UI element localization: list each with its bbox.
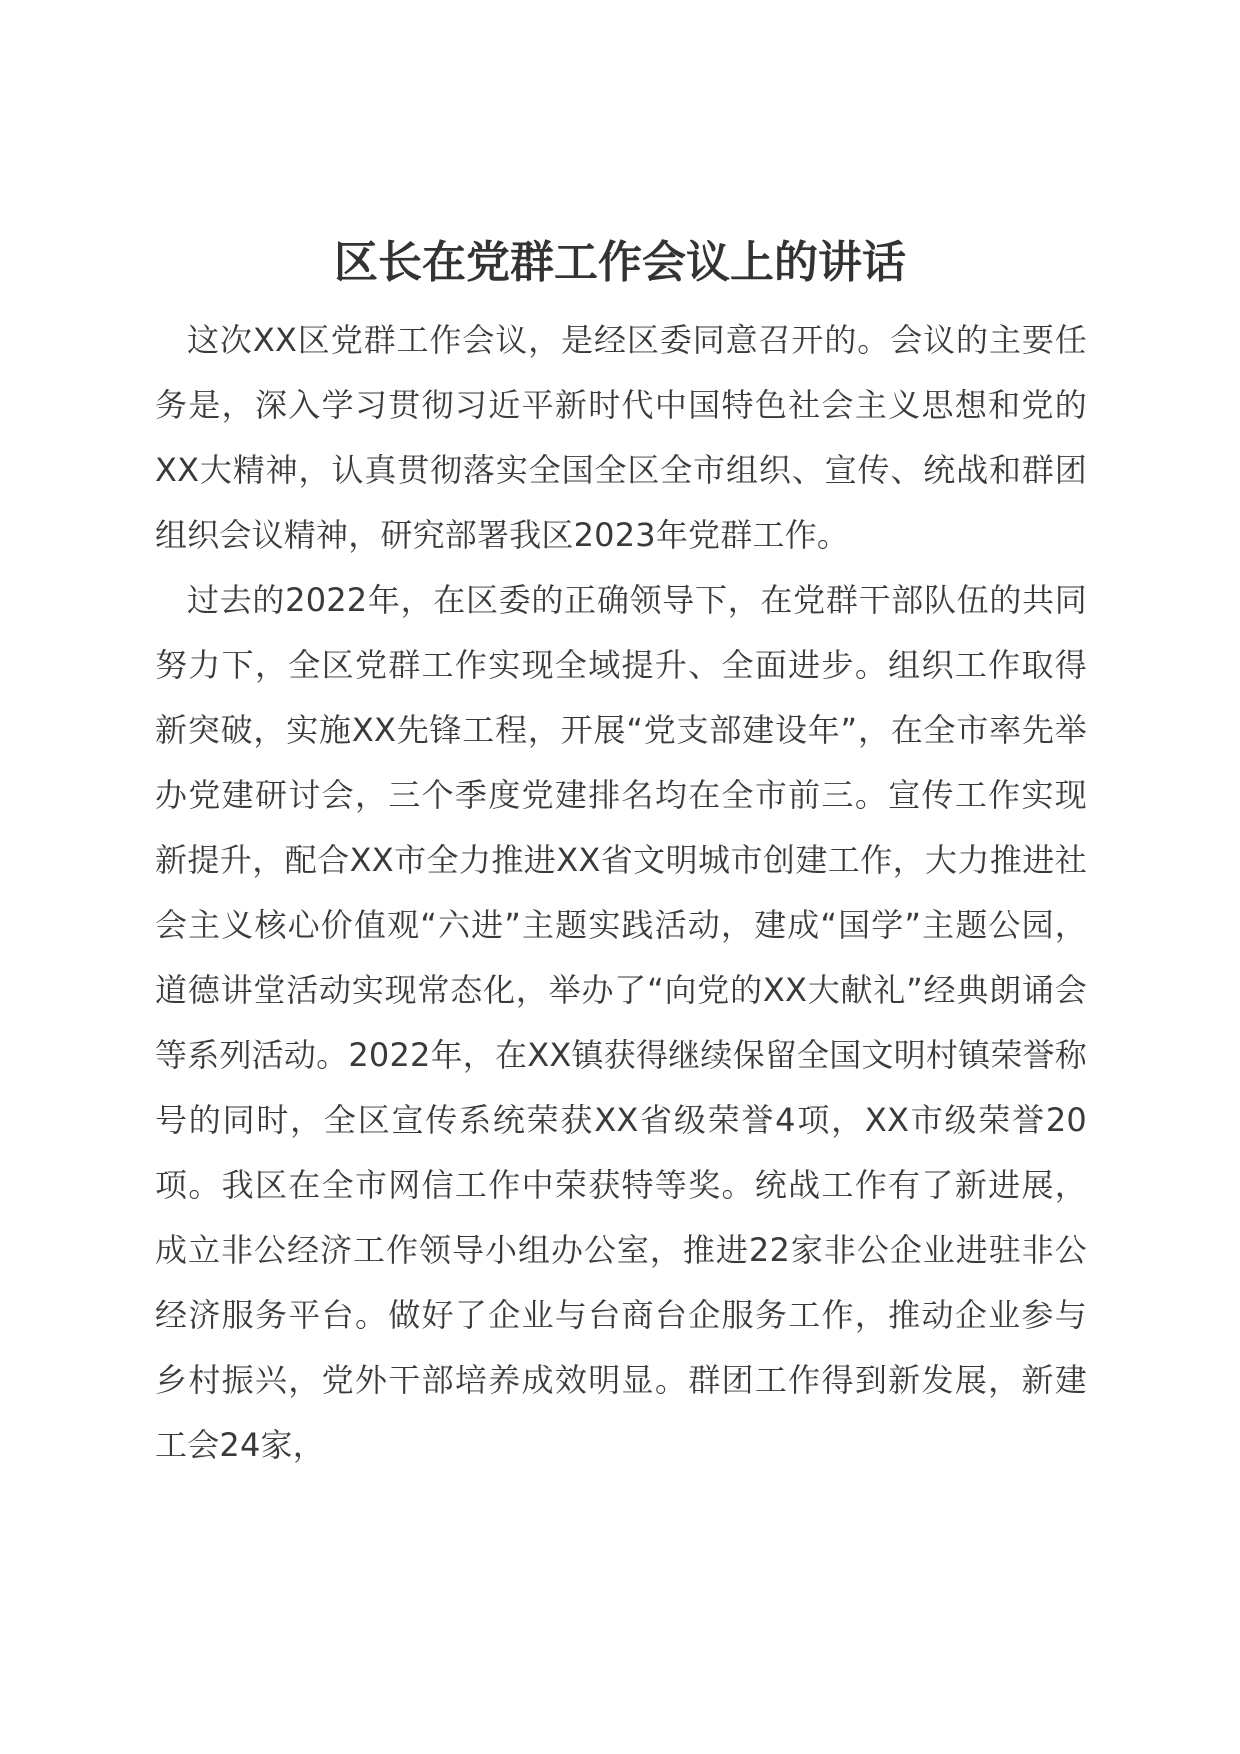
document-body [155, 308, 1087, 1478]
paragraph-2: 过去的2022年，在区委的正确领导下，在党群干部队伍的共同努力下，全区党群工作实现全域提升、全面进步。组织工作取得新突破，实施XX先锋工程，开展“党支部建设年”，在全市率先举办党建研讨会，三个季度党建排名均在全市前三。宣传工作实现新提升，配合XX市全力推进XX省文明城市创建工作，大力推进社会主义核心价值观“六进”主题实践活动，建成“国学”主题公园，道德讲堂活动实现常态化，举办了“向党的XX大献礼”经典朗诵会等系列活动。2022年，在XX镇获得继续保留全国文明村镇荣誉称号的同时，全区宣传系统荣获XX省级荣誉4项，XX市级荣誉20项。我区在全市网信工作中荣获特等奖。统战工作有了新进展，成立非公经济工作领导小组办公室，推进22家非公企业进驻非公经济服务平台。做好了企业与台商台企服务工作，推动企业参与乡村振兴，党外干部培养成效明显。群团工作得到新发展，新建工会24家， [155, 581, 1087, 1464]
document-title: 区长在党群工作会议上的讲话 [334, 237, 906, 288]
paragraph-1: 这次XX区党群工作会议，是经区委同意召开的。会议的主要任务是，深入学习贯彻习近平新时代中国特色社会主义思想和党的XX大精神，认真贯彻落实全国全区全市组织、宣传、统战和群团组织会议精神，研究部署我区2023年党群工作。 [155, 321, 1087, 554]
